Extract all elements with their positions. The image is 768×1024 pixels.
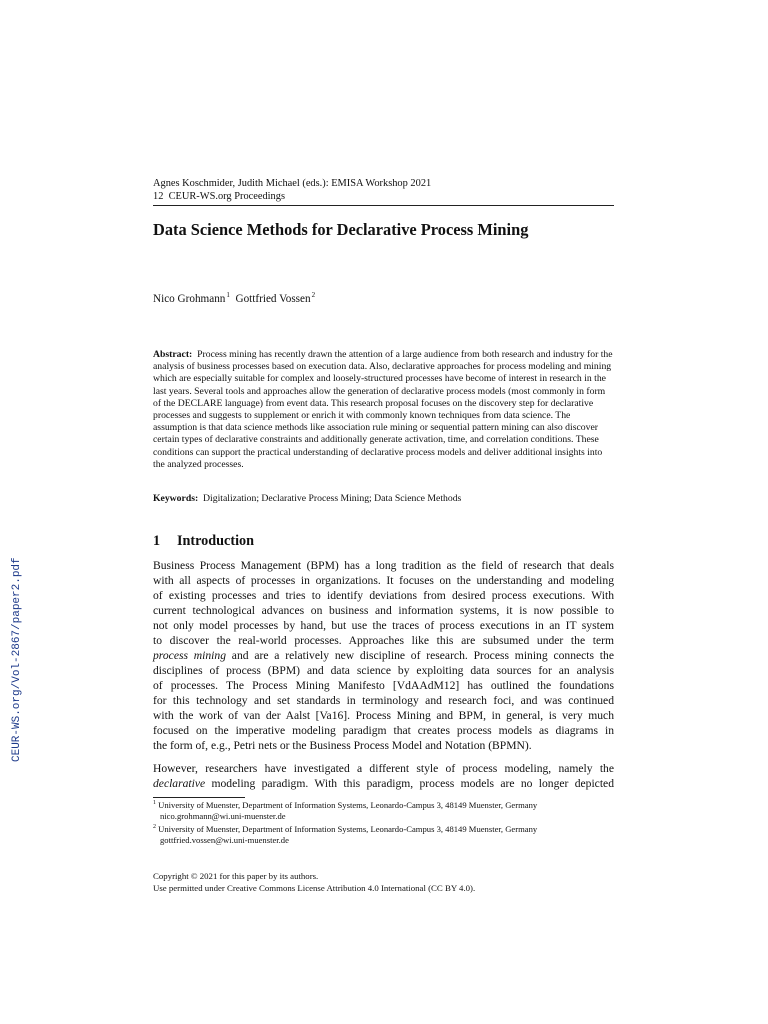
abstract-text: Process mining has recently drawn the attention of a large audience from both research and industry for the analysis of business processes based on execution data. Also, declarative approaches for process modeling and mining which are especially suitable for complex and loosely-structured processes have become of interest in research in the last years. Several tools and approaches allow the generation of declarative process models (most commonly in form of the DECLARE language) from event data. This research proposal focuses on the discovery step for declarative processes and suggests to supplement or enrich it with commonly known techniques from data science. The assumption is that data science methods like association rule mining or sequential pattern mining can also discover certain types of declarative constraints and additionally generate activation, time, and correlation conditions. These conditions can support the practical understanding of declarative process models and deliver additional insights into the analyzed processes. xyxy=(153,349,613,470)
footnote-number: 2 xyxy=(153,824,156,830)
text-line: However, researchers have investigated a different style of process modeling, namely the xyxy=(153,762,614,775)
text-line xyxy=(153,776,614,791)
text-line: to discover the real-world processes. Approaches like this are subsumed under the term xyxy=(153,634,614,647)
footnote-1 xyxy=(153,798,614,822)
body-paragraph xyxy=(153,558,614,753)
author-name: Nico Grohmann xyxy=(153,293,226,305)
body-paragraph xyxy=(153,761,614,791)
author-list xyxy=(153,291,315,305)
footnote-affiliation: University of Muenster, Department of Information Systems, Leonardo-Campus 3, 48149 Muenster, Germany xyxy=(158,824,538,834)
text-line: for this technology and set standards in terminology and research foci, and was continued xyxy=(153,694,614,707)
text-line: current technological advances on business and information systems, it is now possible to xyxy=(153,604,614,617)
footnote-mark[interactable]: 1 xyxy=(226,291,230,299)
keywords xyxy=(153,493,614,504)
ceur-url-link[interactable]: CEUR-WS.org/Vol-2867/paper2.pdf xyxy=(11,557,23,762)
term-emphasis: process mining xyxy=(153,649,226,662)
text-line: not only model processes by hand, but use the traces of process executions in an IT system xyxy=(153,619,614,632)
footnote-email[interactable]: gottfried.vossen@wi.uni-muenster.de xyxy=(160,835,289,845)
license-line: Use permitted under Creative Commons License Attribution 4.0 International (CC BY 4.0). xyxy=(153,883,476,893)
keywords-label: Keywords: xyxy=(153,493,199,504)
copyright-line: Copyright © 2021 for this paper by its authors. xyxy=(153,871,319,881)
footnote-mark[interactable]: 2 xyxy=(311,291,316,299)
paper-title: Data Science Methods for Declarative Process Mining xyxy=(153,220,529,239)
running-head-line1: Agnes Koschmider, Judith Michael (eds.): EMISA Workshop 2021 xyxy=(153,178,432,189)
text-fragment: modeling paradigm. With this paradigm, process models are no longer depicted xyxy=(205,777,614,790)
footnote-email[interactable]: nico.grohmann@wi.uni-muenster.de xyxy=(160,811,286,821)
text-line: with the work of van der Aalst [Va16]. Process Mining and BPM, in general, is very much xyxy=(153,709,614,722)
text-fragment: and are a relatively new discipline of research. Process mining connects the xyxy=(226,649,614,662)
section-title: Introduction xyxy=(177,533,254,549)
footnote-number: 1 xyxy=(153,800,156,806)
term-emphasis: declarative xyxy=(153,777,206,790)
footnote-affiliation: University of Muenster, Department of Information Systems, Leonardo-Campus 3, 48149 Muenster, Germany xyxy=(158,800,538,810)
author-name: Gottfried Vossen xyxy=(235,293,311,305)
text-line: with all aspects of processes in organizations. It focuses on the understanding and modeling xyxy=(153,574,614,587)
page-number: 12 xyxy=(153,191,164,202)
text-line: of existing processes and tries to identify deviations from desired process executions. With xyxy=(153,589,614,602)
copyright-notice xyxy=(153,870,475,894)
section-number: 1 xyxy=(153,533,161,549)
abstract-label: Abstract: xyxy=(153,349,193,360)
running-head-line2 xyxy=(153,191,285,203)
keywords-text: Digitalization; Declarative Process Mining; Data Science Methods xyxy=(203,493,462,504)
text-line xyxy=(153,648,614,663)
footnote-2 xyxy=(153,822,614,846)
proceedings-label: CEUR-WS.org Proceedings xyxy=(168,191,285,202)
text-line: the form of, e.g., Petri nets or the Business Process Model and Notation (BPMN). xyxy=(153,739,532,752)
header-rule xyxy=(153,205,614,206)
abstract xyxy=(153,349,614,471)
section-heading xyxy=(153,533,254,550)
text-line: Business Process Management (BPM) has a long tradition as the field of research that deals xyxy=(153,559,614,572)
text-line: disciplines of process (BPM) and data science by exploiting data sources for an analysis xyxy=(153,664,614,677)
text-line: focused on the imperative modeling paradigm that creates process models as diagrams in xyxy=(153,724,614,737)
text-line: of processes. The Process Mining Manifesto [VdAAdM12] has outlined the foundations xyxy=(153,679,614,692)
